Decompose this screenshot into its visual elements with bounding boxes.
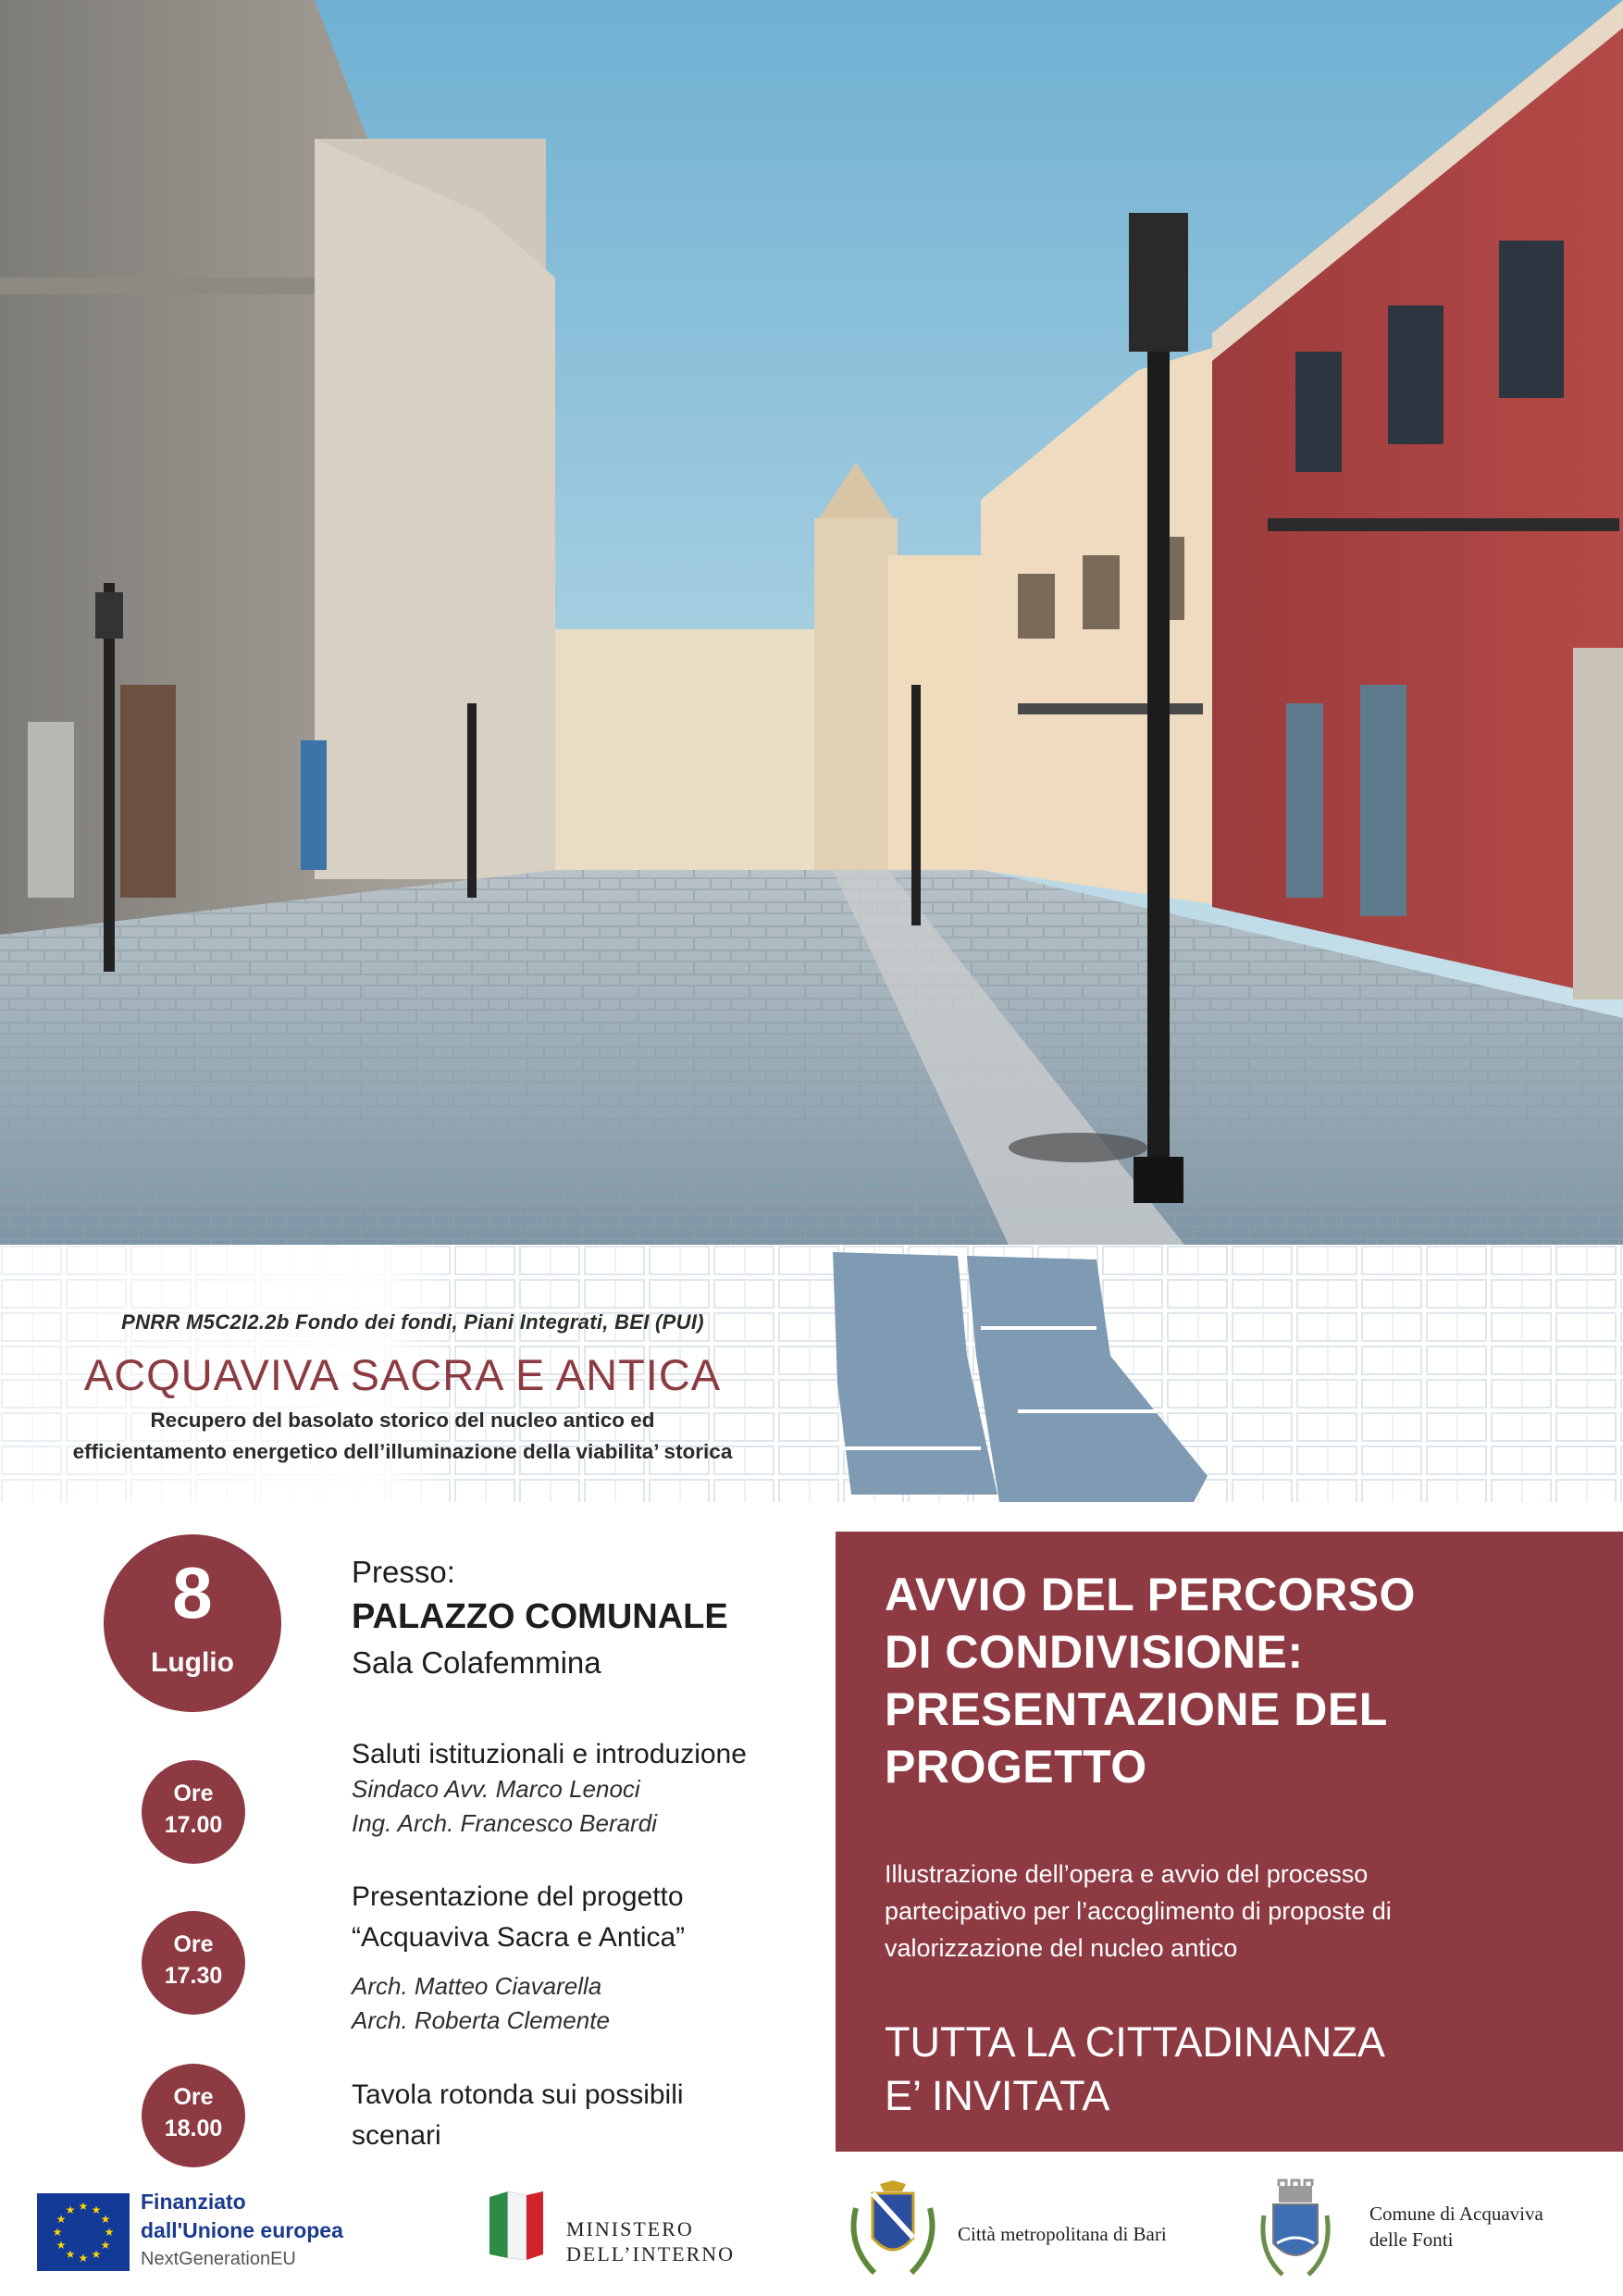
invitation-line: E’ INVITATA xyxy=(885,2072,1110,2119)
time-value: 17.30 xyxy=(164,1963,223,1989)
announcement-description-line: Illustrazione dell’opera e avvio del processo xyxy=(885,1860,1369,1888)
program-item-title: Saluti istituzionali e introduzione xyxy=(352,1739,747,1769)
svg-text:★: ★ xyxy=(100,2239,111,2252)
time-label: Ore xyxy=(173,2084,214,2110)
ministry-name-line: MINISTERO xyxy=(566,2217,694,2240)
svg-text:★: ★ xyxy=(52,2226,63,2239)
svg-text:★: ★ xyxy=(91,2203,102,2216)
invitation-text xyxy=(885,2016,1588,2123)
project-title: ACQUAVIVA SACRA E ANTICA xyxy=(83,1350,722,1399)
svg-text:★: ★ xyxy=(56,2213,67,2226)
time-label: Ore xyxy=(173,1781,214,1806)
svg-text:★: ★ xyxy=(56,2239,67,2252)
invitation-line: TUTTA LA CITTADINANZA xyxy=(885,2018,1385,2066)
announcement-description-line: valorizzazione del nucleo antico xyxy=(885,1934,1238,1962)
comune-name-line: delle Fonti xyxy=(1369,2228,1454,2251)
venue-room: Sala Colafemmina xyxy=(352,1645,601,1680)
eu-program-name: NextGenerationEU xyxy=(141,2249,296,2269)
date-month: Luglio xyxy=(151,1647,234,1678)
announcement-description xyxy=(885,1855,1588,1967)
time-badge xyxy=(142,1760,245,1864)
eu-funding-line: Finanziato xyxy=(141,2190,246,2214)
eu-flag-icon xyxy=(37,2193,130,2271)
project-subtitle-line: efficientamento energetico dell’illuminazione della viabilita’ storica xyxy=(72,1440,733,1463)
program-item-title: Presentazione del progetto xyxy=(352,1881,684,1912)
program-item-title: “Acquaviva Sacra e Antica” xyxy=(352,1922,686,1953)
ministry-name-line: DELL’INTERNO xyxy=(566,2242,736,2265)
pnrr-code: PNRR M5C2I2.2b Fondo dei fondi, Piani Integrati, BEI (PUI) xyxy=(121,1310,704,1334)
metro-city-name: Città metropolitana di Bari xyxy=(958,2223,1167,2245)
eu-funding-line: dall'Unione europea xyxy=(141,2218,343,2242)
project-subtitle xyxy=(19,1405,787,1468)
venue-label: Presso: xyxy=(352,1555,455,1589)
announcement-title-line: PROGETTO xyxy=(885,1741,1147,1793)
announcement-title-line: PRESENTAZIONE DEL xyxy=(885,1683,1388,1735)
time-badge xyxy=(142,2064,245,2167)
announcement-title-line: AVVIO DEL PERCORSO xyxy=(885,1569,1416,1620)
announcement-description-line: partecipativo per l’accoglimento di proposte di xyxy=(885,1897,1392,1925)
svg-text:★: ★ xyxy=(104,2226,115,2239)
comune-name-line: Comune di Acquaviva xyxy=(1369,2203,1543,2225)
program-speaker: Arch. Matteo Ciavarella xyxy=(352,1972,602,2000)
time-label: Ore xyxy=(173,1931,214,1957)
date-day: 8 xyxy=(172,1552,213,1633)
announcement-title xyxy=(885,1566,1606,1795)
program-speaker: Sindaco Avv. Marco Lenoci xyxy=(352,1775,640,1803)
program-speaker: Ing. Arch. Francesco Berardi xyxy=(352,1809,657,1837)
italian-flag-icon xyxy=(486,2190,547,2262)
program-item-title: scenari xyxy=(352,2120,441,2151)
svg-text:★: ★ xyxy=(65,2203,76,2216)
venue-name: PALAZZO COMUNALE xyxy=(352,1597,728,1636)
svg-text:★: ★ xyxy=(65,2248,76,2261)
time-value: 17.00 xyxy=(164,1812,223,1838)
svg-text:★: ★ xyxy=(100,2213,111,2226)
program-item-title: Tavola rotonda sui possibili xyxy=(352,2079,684,2110)
svg-text:★: ★ xyxy=(91,2248,102,2261)
bari-crest-icon xyxy=(847,2180,939,2282)
svg-text:★: ★ xyxy=(78,2252,89,2265)
svg-text:★: ★ xyxy=(78,2200,89,2213)
program-speaker: Arch. Roberta Clemente xyxy=(352,2006,610,2034)
time-badge xyxy=(142,1911,245,2015)
time-value: 18.00 xyxy=(164,2116,223,2141)
date-badge xyxy=(104,1534,281,1712)
acquaviva-crest-icon xyxy=(1258,2178,1332,2280)
project-subtitle-line: Recupero del basolato storico del nucleo antico ed xyxy=(150,1409,655,1432)
announcement-title-line: DI CONDIVISIONE: xyxy=(885,1626,1304,1678)
